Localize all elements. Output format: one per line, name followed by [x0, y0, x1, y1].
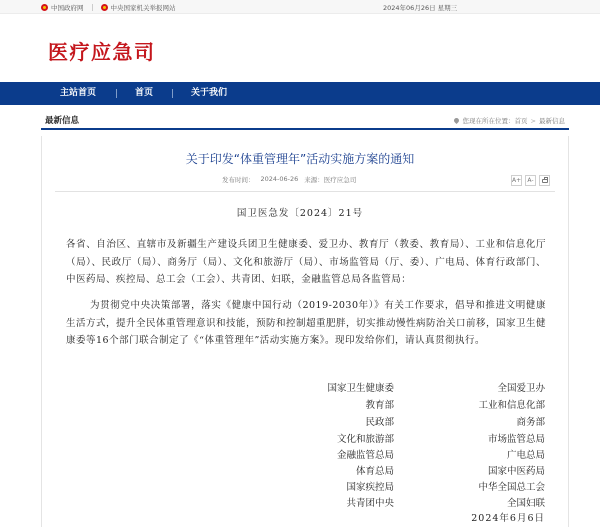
breadcrumb	[454, 116, 565, 125]
gov-site-link[interactable]: 中国政府网	[51, 4, 84, 12]
signatory-right: 中华全国总工会	[478, 482, 545, 493]
nav-home[interactable]: 首页	[135, 88, 154, 98]
site-header	[0, 14, 600, 82]
nav-divider	[172, 89, 173, 98]
signatory-right: 工业和信息化部	[478, 400, 545, 411]
section-title: 最新信息	[45, 116, 80, 126]
signatory-left: 金融监管总局	[336, 450, 394, 461]
signatory-left: 文化和旅游部	[336, 434, 394, 445]
signatory-left: 国家疾控局	[346, 482, 394, 493]
signatory-right: 市场监管总局	[487, 434, 545, 445]
main-nav	[0, 82, 600, 105]
breadcrumb-prefix: 您现在所在位置：	[462, 117, 515, 125]
site-logo[interactable]: 医疗应急司	[48, 40, 156, 64]
article-tools	[508, 175, 550, 186]
document-date: 2024年6月6日	[471, 513, 545, 524]
document-number: 国卫医急发〔2024〕21号	[236, 208, 364, 219]
publish-date: 2024-06-26	[260, 175, 299, 183]
signatory-right: 全国妇联	[506, 498, 545, 509]
addressee-paragraph: 各省、自治区、直辖市及新疆生产建设兵团卫生健康委、爱卫办、教育厅（教委、教育局）、工业和信息化厅（局）、民政厅（局）、商务厅（局）、文化和旅游厅（局）、市场监管局（厅、委）、广电局、体育行政部门、中医药局、疾控局、总工会（工会）、共青团、妇联，金融监管总局各监管局：	[66, 239, 546, 285]
signatory-right: 全国爱卫办	[497, 383, 545, 394]
title-divider	[55, 191, 555, 192]
font-increase-button[interactable]: A+	[512, 177, 522, 184]
top-divider	[92, 4, 93, 11]
signatory-right: 商务部	[516, 417, 545, 428]
top-bar	[0, 0, 600, 14]
signatory-left: 国家卫生健康委	[327, 383, 394, 394]
party-emblem-icon	[101, 4, 108, 11]
national-emblem-icon	[41, 4, 48, 11]
signatory-left: 体育总局	[355, 466, 394, 477]
signatory-left: 民政部	[365, 417, 394, 428]
font-decrease-button[interactable]: A-	[525, 175, 536, 186]
article-title: 关于印发“体重管理年”活动实施方案的通知	[185, 152, 415, 166]
nav-about[interactable]: 关于我们	[191, 88, 228, 98]
article-meta	[222, 175, 362, 184]
section-header	[41, 114, 569, 130]
signatory-right: 国家中医药局	[487, 466, 545, 477]
source-label: 来源：	[304, 176, 324, 184]
publish-date-label: 发布时间：	[222, 176, 255, 184]
breadcrumb-separator: >	[530, 116, 536, 125]
nav-main-site[interactable]: 主站首页	[60, 88, 97, 98]
print-button[interactable]	[539, 175, 550, 186]
top-links	[41, 3, 176, 12]
report-site-link[interactable]: 中央国家机关举报网站	[110, 4, 176, 12]
signatory-right: 广电总局	[506, 450, 545, 461]
print-icon	[542, 179, 548, 183]
signatory-left: 共青团中央	[346, 498, 394, 509]
signatory-left: 教育部	[365, 400, 394, 411]
breadcrumb-home[interactable]: 首页	[514, 117, 528, 125]
source-value: 医疗应急司	[323, 176, 357, 184]
current-date: 2024年06月26日 星期三	[383, 4, 458, 12]
location-icon	[453, 117, 460, 124]
nav-divider	[116, 89, 117, 98]
body-paragraph: 为贯彻党中央决策部署，落实《健康中国行动（2019-2030年）》有关工作要求，倡导和推进文明健康生活方式，提升全民体重管理意识和技能，预防和控制超重肥胖，切实推动慢性病防治关口前移，国家卫生健康委等16个部门联合制定了《“体重管理年”活动实施方案》。现印发给你们，请认真贯彻执行。	[66, 300, 547, 346]
breadcrumb-current[interactable]: 最新信息	[539, 117, 565, 125]
